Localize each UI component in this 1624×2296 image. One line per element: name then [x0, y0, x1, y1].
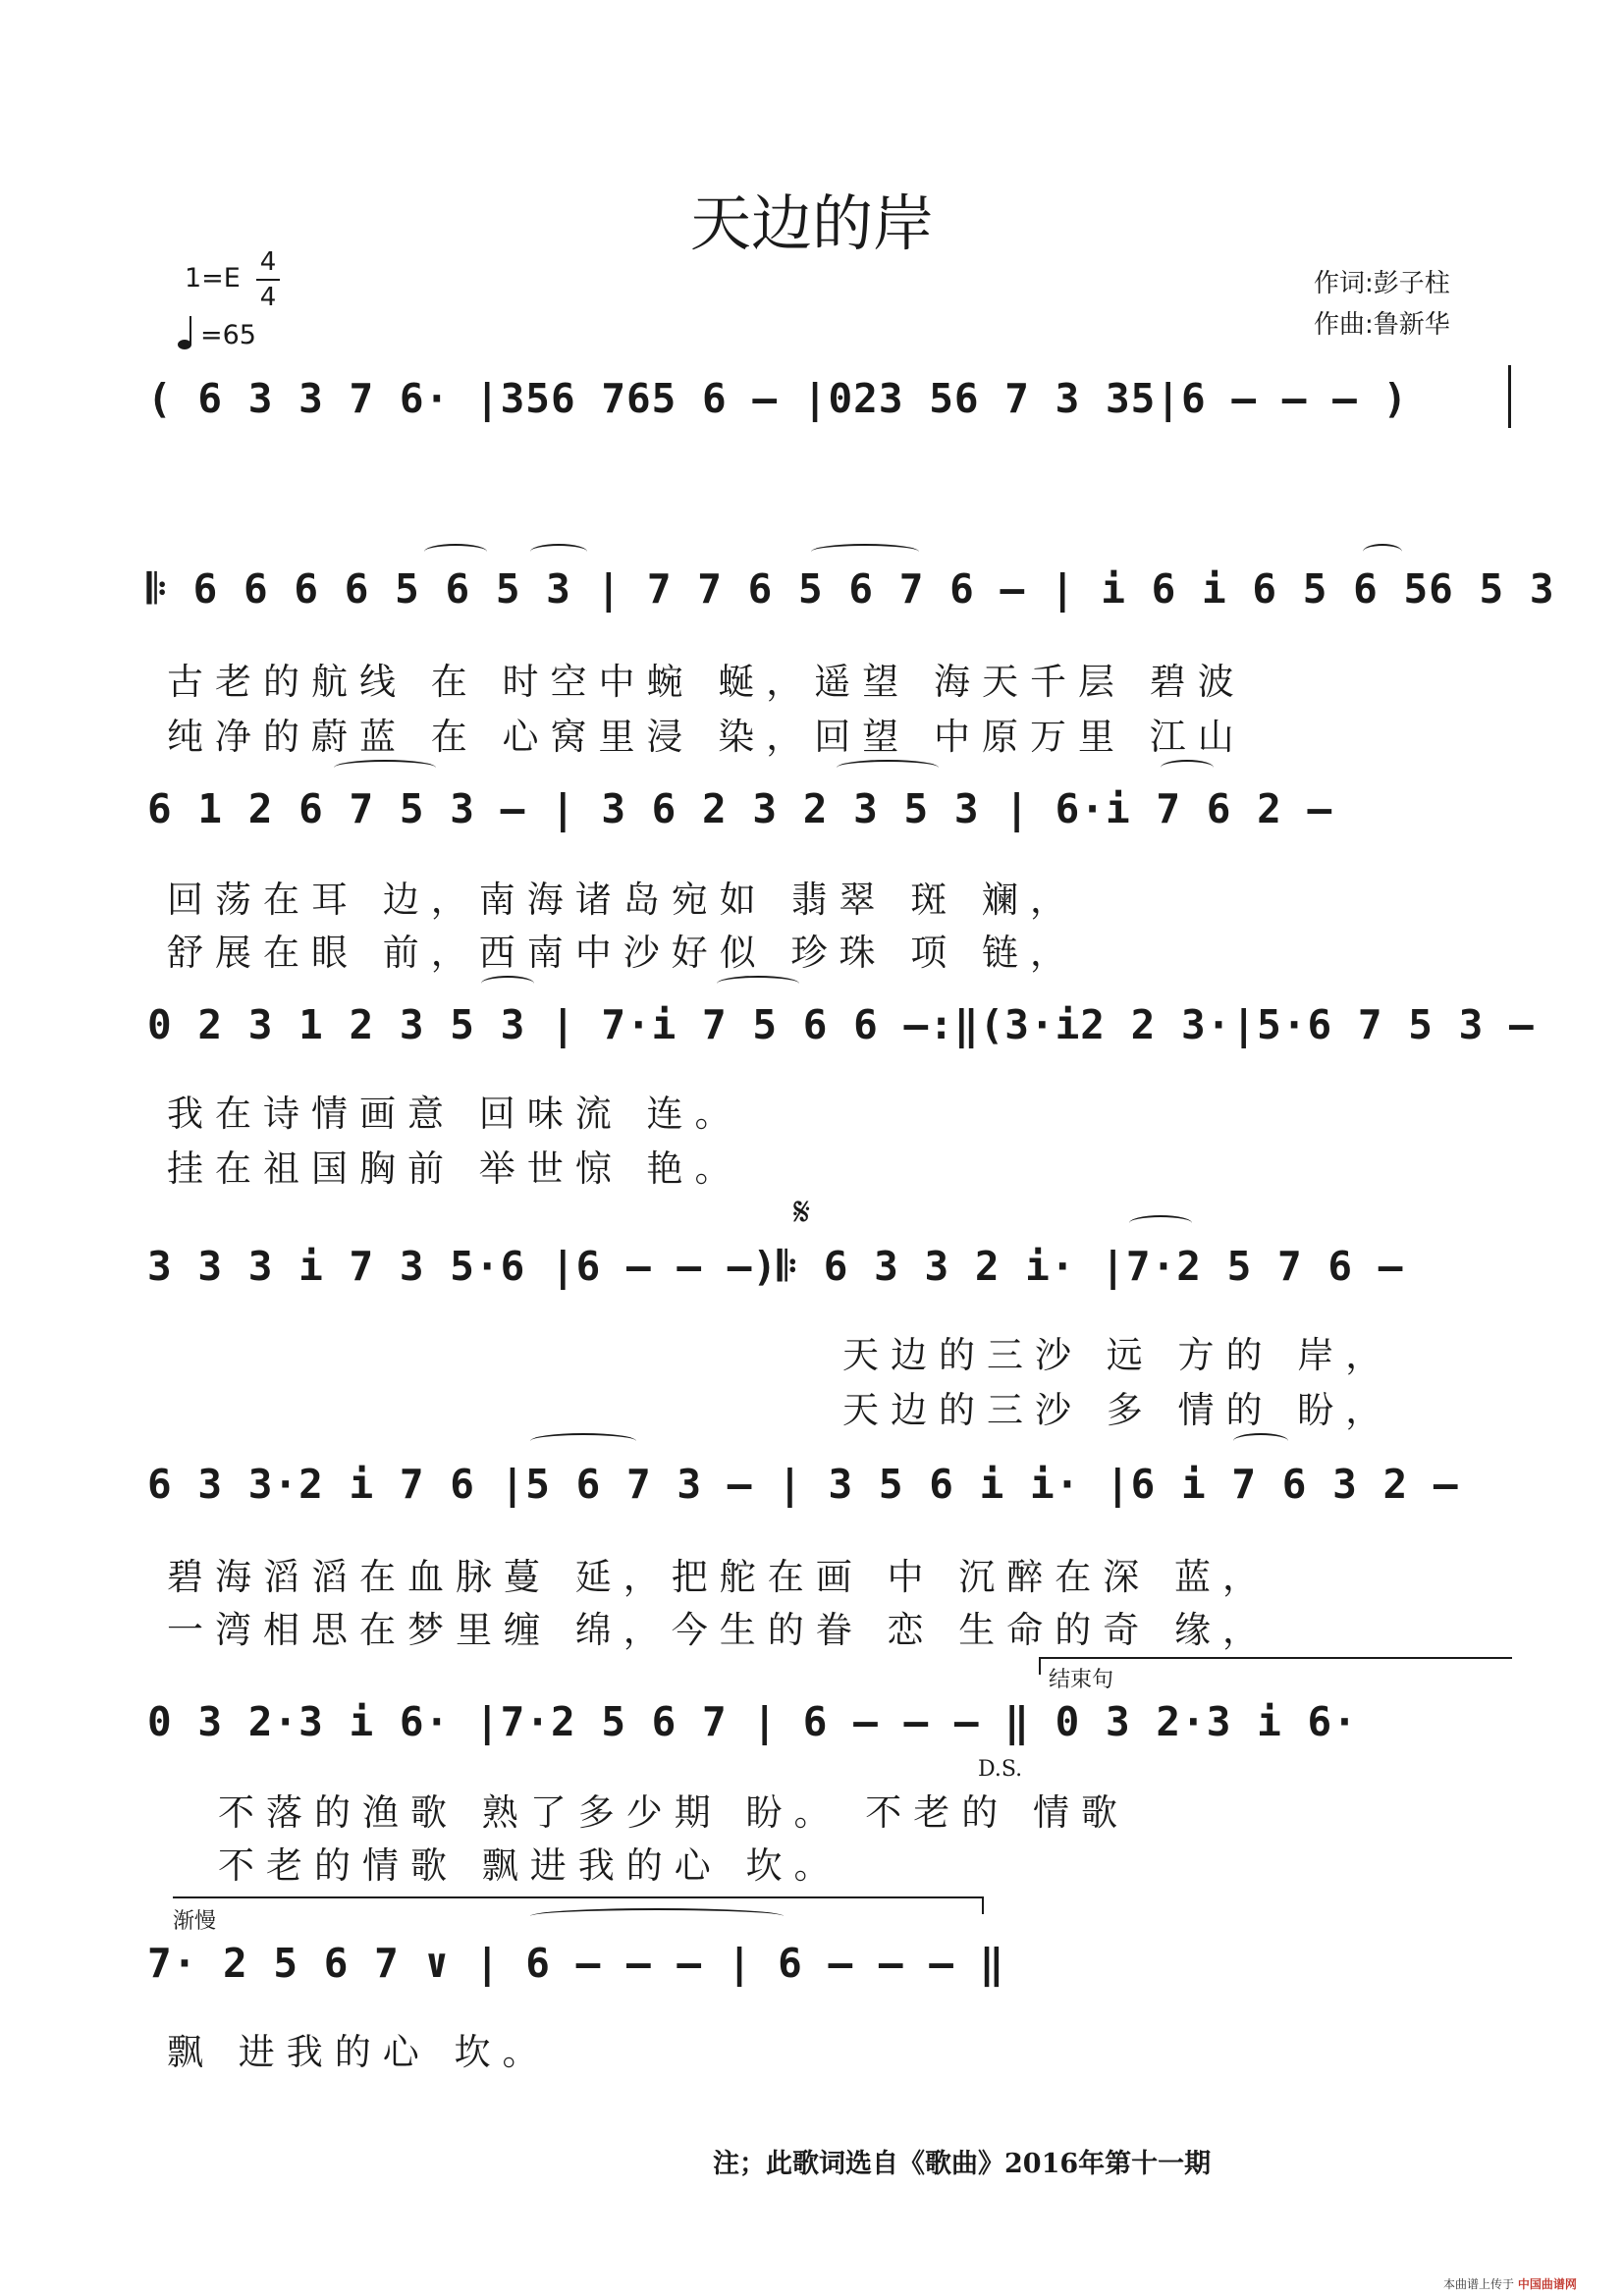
notation-row-8: 7· 2 5 6 7 ∨ | 6 – – – | 6 – – – ‖ — [147, 1940, 1005, 1987]
ds-marking: D.S. — [978, 1757, 1023, 1782]
notation-row-4: 0 2 3 1 2 3 5 3 | 7·i 7 5 6 6 –:‖(3·i2 2 3·|5·6 7 5 3 – — [147, 1001, 1535, 1048]
notation-row-7: 0 3 2·3 i 6· |7·2 5 6 7 | 6 – – – ‖ 0 3 2·3 i 6· — [147, 1698, 1358, 1745]
segno-sign: 𝄋 — [793, 1190, 811, 1235]
lyric-row-7-verse-1: 不落的渔歌 熟了多少期 盼。 不老的 情歌 — [218, 1791, 1130, 1834]
lyric-row-2-verse-2: 纯净的蔚蓝 在 心窝里浸 染，回望 中原万里 江山 — [167, 716, 1246, 758]
page-title: 天边的岸 — [689, 187, 934, 259]
notation-row-1: ( 6 3 3 7 6· |356 765 6 – |023 56 7 3 35|6 – – – ) — [147, 375, 1409, 422]
lyricist: 作词:彭子柱 — [1314, 269, 1450, 298]
ritardando-label: 渐慢 — [173, 1909, 217, 1934]
ending-label: 结束句 — [1049, 1668, 1114, 1692]
notation-row-2: 𝄆 6 6 6 6 5 6 5 3 | 7 7 6 5 6 7 6 – | i 6 i 6 5 6 56 5 3 — [147, 564, 1555, 613]
source-note: 注；此歌词选自《歌曲》2016年第十一期 — [713, 2149, 1212, 2179]
lyric-row-8-verse-1: 飘 进我的心 坎。 — [167, 2031, 551, 2073]
lyric-row-5-verse-2: 天边的三沙 多 情的 盼， — [842, 1389, 1394, 1431]
notation-row-6: 6 3 3·2 i 7 6 |5 6 7 3 – | 3 5 6 i i· |6 i 7 6 3 2 – — [147, 1461, 1459, 1508]
lyric-row-7-verse-2: 不老的情歌 飘进我的心 坎。 — [218, 1844, 842, 1887]
lyric-row-5-verse-1: 天边的三沙 远 方的 岸， — [842, 1334, 1394, 1376]
notation-row-5: 3 3 3 i 7 3 5·6 |6 – – –)𝄆 6 3 3 2 i· |7·2 5 7 6 – — [147, 1242, 1404, 1290]
footer — [1443, 2275, 1577, 2292]
time-signature-bottom: 4 — [259, 283, 277, 312]
footer-brand[interactable]: 中国曲谱网 — [1517, 2277, 1577, 2291]
key-signature: 1=E — [185, 263, 241, 294]
lyric-row-4-verse-1: 我在诗情画意 回味流 连。 — [167, 1093, 743, 1135]
lyric-row-3-verse-1: 回荡在耳 边，南海诸岛宛如 翡翠 斑 斓， — [167, 879, 1079, 921]
footer-prefix: 本曲谱上传于 — [1443, 2277, 1515, 2291]
time-signature-top: 4 — [259, 247, 277, 277]
tempo-marking: =65 — [200, 320, 256, 350]
credits — [1314, 263, 1450, 346]
notation-row-3: 6 1 2 6 7 5 3 – | 3 6 2 3 2 3 5 3 | 6·i 7 6 2 – — [147, 785, 1333, 832]
lyric-row-6-verse-2: 一湾相思在梦里缠 绵，今生的眷 恋 生命的奇 缘， — [167, 1609, 1272, 1651]
lyric-row-2-verse-1: 古老的航线 在 时空中蜿 蜒，遥望 海天千层 碧波 — [167, 661, 1246, 703]
lyric-row-6-verse-1: 碧海滔滔在血脉蔓 延，把舵在画 中 沉醉在深 蓝， — [167, 1556, 1272, 1598]
lyric-row-4-verse-2: 挂在祖国胸前 举世惊 艳。 — [167, 1148, 743, 1190]
time-signature — [253, 245, 283, 314]
composer: 作曲:鲁新华 — [1314, 310, 1450, 340]
quarter-note-icon — [177, 314, 198, 351]
lyric-row-3-verse-2: 舒展在眼 前，西南中沙好似 珍珠 项 链， — [167, 932, 1079, 974]
